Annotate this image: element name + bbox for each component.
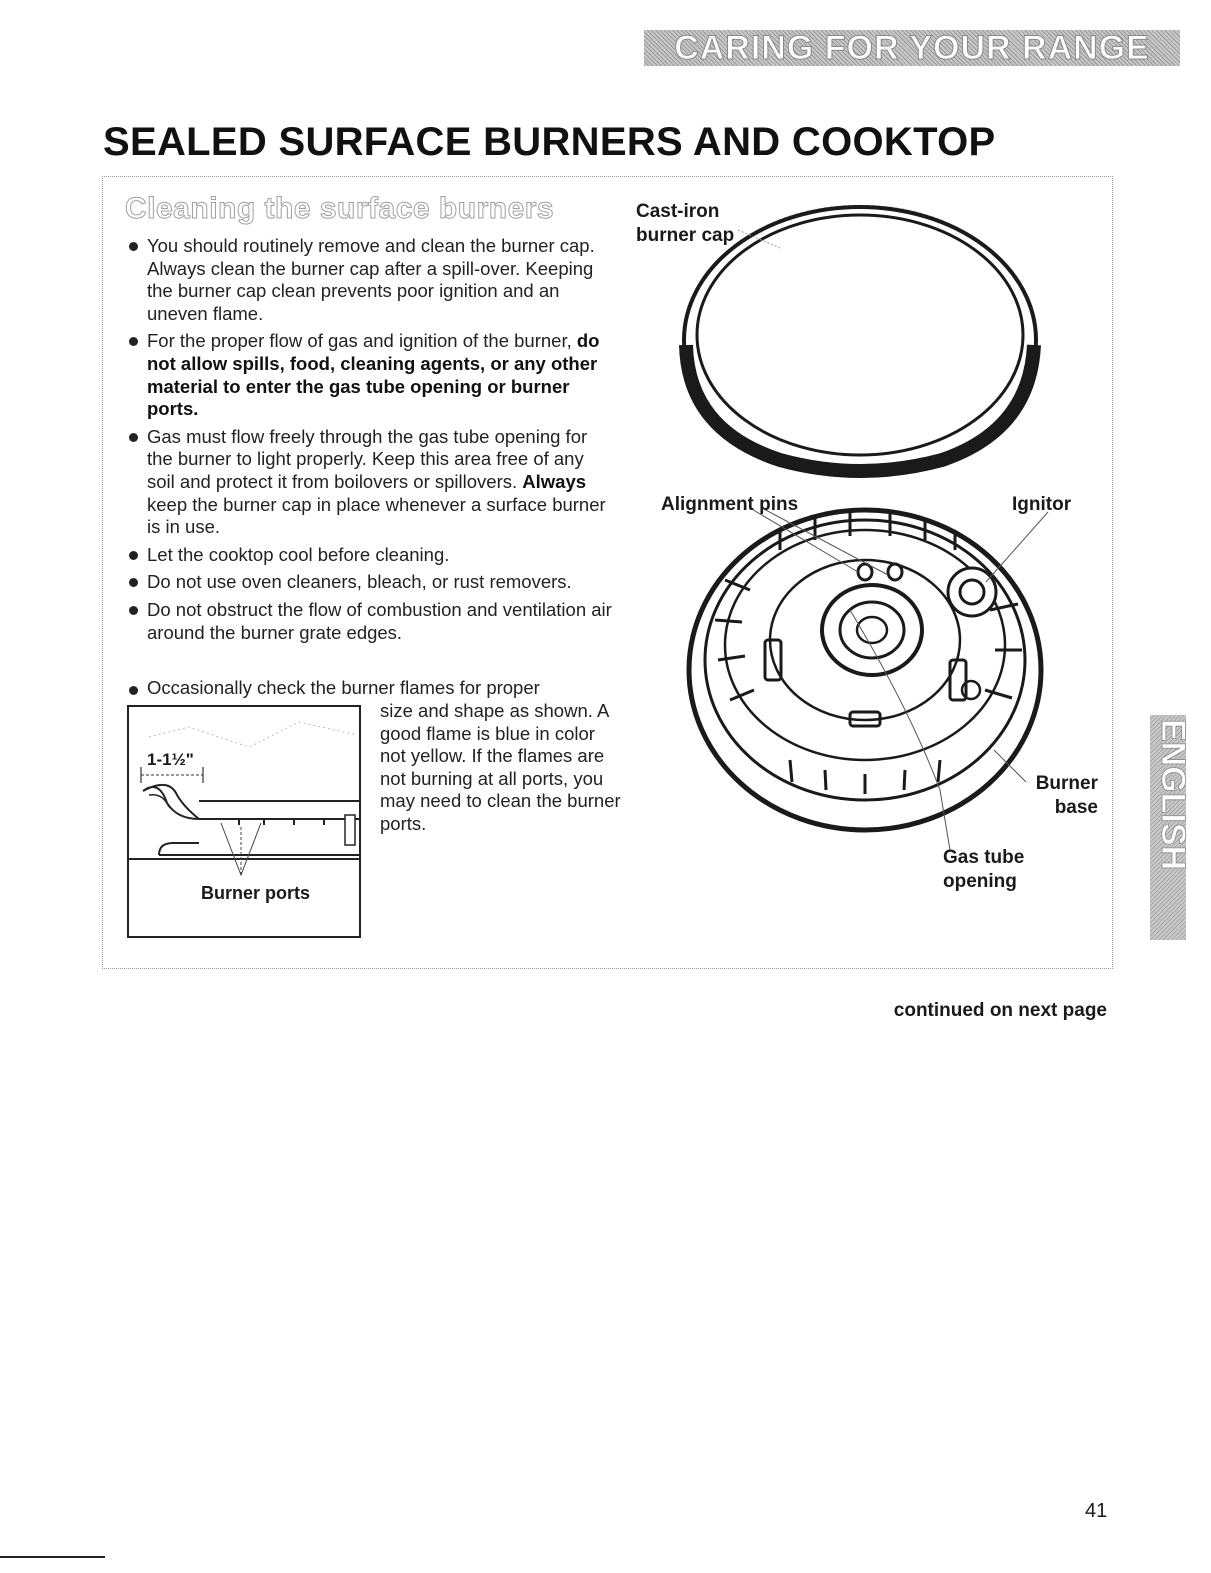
bullet-text: You should routinely remove and clean the burner cap. Always clean the burner cap after a spill-over. Keeping the burner cap clean prevents poor ignition and an uneven flame. — [147, 235, 595, 324]
continued-note: continued on next page — [893, 1000, 1107, 1021]
bullet-icon — [129, 433, 138, 442]
footer-rule — [0, 1556, 105, 1558]
section-heading: Cleaning the surface burners — [125, 192, 555, 225]
bullet-text: Do not obstruct the flow of combustion and ventilation air around the burner grate edges. — [147, 598, 612, 643]
bullet-text: For the proper flow of gas and ignition of the burner, — [147, 330, 577, 352]
list-item — [126, 599, 616, 644]
flame-height-label: 1-1½" — [147, 750, 194, 769]
page-number: 41 — [1085, 1500, 1108, 1522]
cast-iron-cap-label — [636, 200, 734, 248]
language-side-tab — [1150, 715, 1192, 940]
burner-cap-drawing — [684, 207, 1036, 473]
page-title: SEALED SURFACE BURNERS AND COOKTOP — [103, 120, 996, 164]
bullet-bold-text: do not allow spills, food, cleaning agents, or any other material to enter the gas tube opening or burner ports. — [147, 330, 600, 420]
burner-ports-label: Burner ports — [201, 883, 311, 903]
flame-illustration — [129, 707, 359, 936]
side-tab-graphic — [1150, 715, 1192, 940]
label-line: Gas tube — [943, 847, 1025, 868]
bullet-icon — [129, 242, 138, 251]
burner-base-drawing — [689, 510, 1041, 830]
label-line: Burner — [1035, 773, 1098, 794]
list-item — [126, 235, 616, 325]
alignment-pins-label: Alignment pins — [661, 494, 799, 515]
gas-tube-opening-label — [943, 846, 1024, 894]
section-header-band — [644, 30, 1180, 66]
bullet-icon — [129, 686, 138, 695]
label-line: Cast-iron — [636, 201, 720, 222]
flame-description-text: size and shape as shown. A good flame is blue in color not yellow. If the flames are not burning at all ports, you may need to clean the burner ports. — [380, 700, 621, 834]
bullet-bold-text: Always — [522, 470, 587, 492]
bullet-text: Let the cooktop cool before cleaning. — [147, 543, 450, 565]
section-header-text: CARING FOR YOUR RANGE — [674, 28, 1150, 67]
list-item — [126, 544, 616, 567]
list-item — [126, 330, 616, 420]
flame-size-figure — [127, 705, 361, 938]
ignitor-label: Ignitor — [1012, 494, 1072, 515]
bullet-text: keep the burner cap in place whenever a surface burner is in use. — [147, 493, 606, 538]
bullet-icon — [129, 551, 138, 560]
bullet-list — [126, 235, 616, 649]
side-tab-text: ENGLISH — [1154, 719, 1192, 871]
bullet-icon — [129, 337, 138, 346]
bullet-text: Occasionally check the burner flames for proper — [147, 677, 540, 698]
burner-base-label — [1030, 772, 1098, 820]
list-item — [126, 571, 616, 594]
bullet-text: Gas must flow freely through the gas tube opening for the burner to light properly. Keep this area free of any soil and protect it from boilovers or spillovers. — [147, 425, 588, 492]
bullet-text: Do not use oven cleaners, bleach, or rust removers. — [147, 571, 572, 593]
bullet-icon — [129, 606, 138, 615]
label-line: opening — [943, 871, 1017, 892]
label-line: base — [1054, 797, 1098, 818]
bullet-icon — [129, 578, 138, 587]
label-line: burner cap — [636, 225, 735, 246]
list-item — [126, 426, 616, 539]
